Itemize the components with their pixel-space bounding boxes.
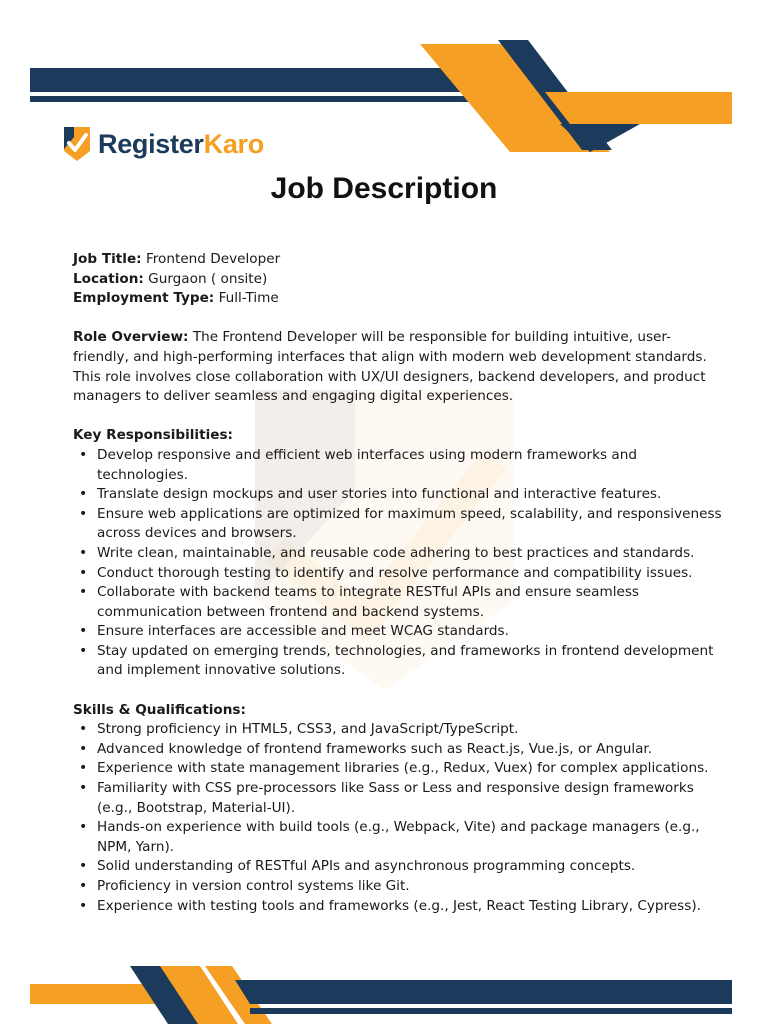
list-item: • Solid understanding of RESTful APIs and asynchronous programming concepts. [97,857,723,877]
page-title: Job Description [270,172,498,205]
skills-list [73,720,723,916]
list-item: • Ensure interfaces are accessible and meet WCAG standards. [97,622,723,642]
responsibilities-list [73,446,723,681]
detail-location [73,270,723,290]
detail-job-title [73,250,723,270]
list-item: • Stay updated on emerging trends, technologies, and frameworks in frontend development and implement innovative solutions. [97,642,723,681]
brand-name [98,129,264,160]
role-overview-label: Role Overview: [73,329,189,346]
list-item: • Ensure web applications are optimized for maximum speed, scalability, and responsiveness across devices and browsers. [97,505,723,544]
list-item: • Experience with testing tools and frameworks (e.g., Jest, React Testing Library, Cypress). [97,897,723,917]
detail-value: Full-Time [218,290,279,307]
brand-name-part1: Register [98,128,204,159]
role-overview [73,328,723,406]
list-item: • Collaborate with backend teams to integrate RESTful APIs and ensure seamless communication between frontend and backend systems. [97,583,723,622]
detail-value: Gurgaon ( onsite) [148,270,268,287]
bottom-decorative-band [0,960,768,1024]
responsibilities-heading: Key Responsibilities: [73,427,233,444]
list-item: • Strong proficiency in HTML5, CSS3, and JavaScript/TypeScript. [97,720,723,740]
list-item: • Translate design mockups and user stories into functional and interactive features. [97,485,723,505]
job-description-body [73,250,723,916]
detail-label: Location: [73,270,144,287]
list-item: • Write clean, maintainable, and reusable code adhering to best practices and standards. [97,544,723,564]
detail-label: Employment Type: [73,290,215,307]
list-item: • Advanced knowledge of frontend frameworks such as React.js, Vue.js, or Angular. [97,740,723,760]
list-item: • Develop responsive and efficient web interfaces using modern frameworks and technologies. [97,446,723,485]
detail-label: Job Title: [73,251,142,267]
list-item: • Experience with state management libraries (e.g., Redux, Vuex) for complex applications. [97,759,723,779]
role-overview-text: The Frontend Developer will be responsible for building intuitive, user-friendly, and high-performing interfaces that align with modern web development standards. This role involves close collaboration with UX/UI designers, backend developers, and product managers to deliver seamless and engaging digital experiences. [73,329,707,405]
detail-employment-type [73,289,723,309]
brand-name-part2: Karo [203,128,264,159]
skills-heading: Skills & Qualifications: [73,701,246,718]
detail-value: Frontend Developer [145,251,281,267]
list-item: • Proficiency in version control systems like Git. [97,877,723,897]
brand-logo [62,124,264,164]
list-item: • Familiarity with CSS pre-processors like Sass or Less and responsive design frameworks (e.g., Bootstrap, Material-UI). [97,779,723,818]
list-item: • Conduct thorough testing to identify and resolve performance and compatibility issues. [97,564,723,584]
logo-check-shield-icon [62,125,92,163]
list-item: • Hands-on experience with build tools (e.g., Webpack, Vite) and package managers (e.g., NPM, Yarn). [97,818,723,857]
